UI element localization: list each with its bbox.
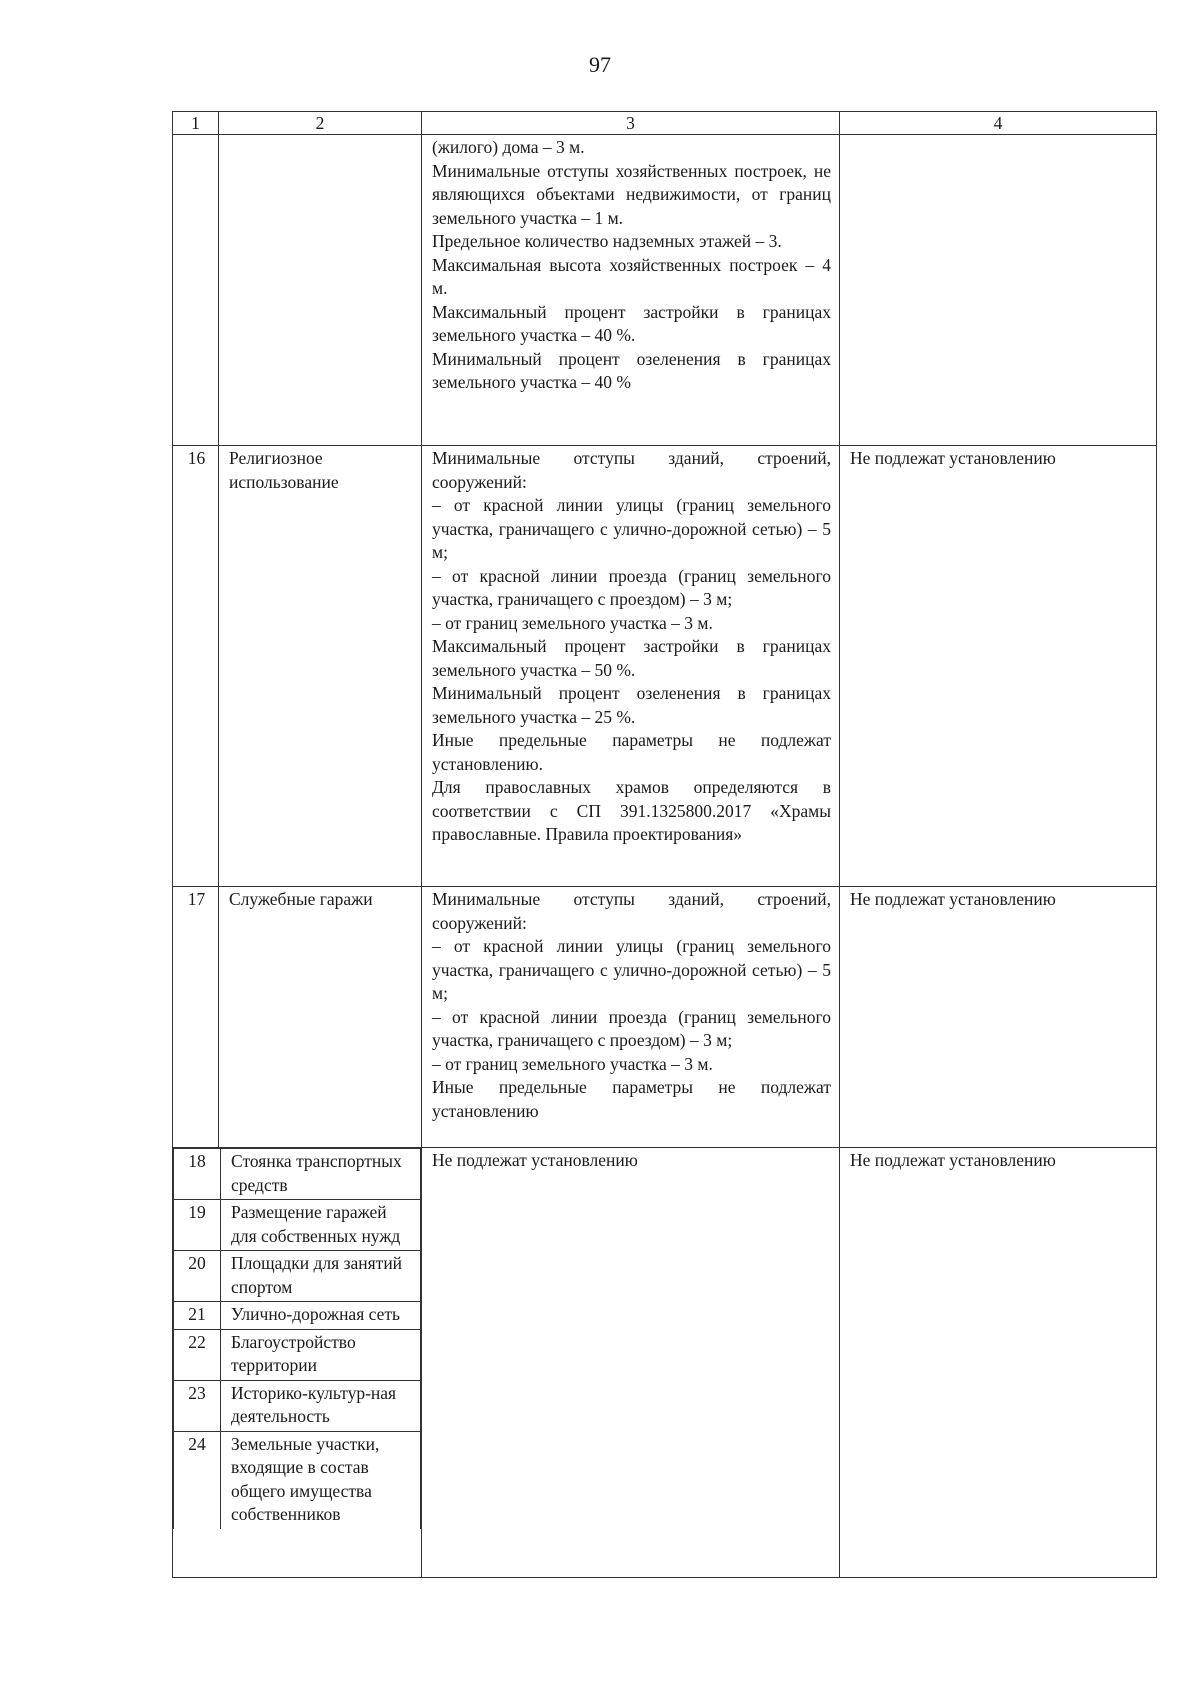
continuation-col4 xyxy=(840,135,1157,446)
row-params xyxy=(422,446,840,887)
continuation-row xyxy=(173,135,1157,446)
group-row xyxy=(173,1148,1157,1578)
row-name: Благоустройство территории xyxy=(221,1329,421,1380)
row-number: 20 xyxy=(174,1251,221,1302)
group-items-table xyxy=(173,1148,421,1529)
header-col-2: 2 xyxy=(219,112,422,135)
header-row xyxy=(173,112,1157,135)
row-col4: Не подлежат установлению xyxy=(840,887,1157,1148)
continuation-name xyxy=(219,135,422,446)
row-number: 23 xyxy=(174,1380,221,1431)
row-name: Улично-дорожная сеть xyxy=(221,1302,421,1330)
param-line: Иные предельные параметры не подлежат установлению xyxy=(432,1077,831,1121)
table-row xyxy=(173,446,1157,887)
param-line: – от красной линии улицы (границ земельного участка, граничащего с улично-дорожной сетью) – 5 м; xyxy=(432,495,831,562)
row-name: Историко-культур-ная деятельность xyxy=(221,1380,421,1431)
row-number: 21 xyxy=(174,1302,221,1330)
row-name: Религиозное использование xyxy=(219,446,422,887)
row-name: Размещение гаражей для собственных нужд xyxy=(221,1200,421,1251)
row-name: Стоянка транспортных средств xyxy=(221,1149,421,1200)
param-line: Предельное количество надземных этажей – 3. xyxy=(432,231,782,251)
row-col4: Не подлежат установлению xyxy=(840,446,1157,887)
param-line: – от красной линии проезда (границ земельного участка, граничащего с проездом) – 3 м; xyxy=(432,1006,831,1050)
param-line: Минимальный процент озеленения в границах земельного участка – 25 %. xyxy=(432,683,831,727)
header-col-1: 1 xyxy=(173,112,219,135)
page-number: 97 xyxy=(589,52,611,77)
param-line: – от красной линии проезда (границ земельного участка, граничащего с проездом) – 3 м; xyxy=(432,565,831,609)
table-row xyxy=(173,887,1157,1148)
row-number: 17 xyxy=(173,887,219,1148)
param-line: – от границ земельного участка – 3 м. xyxy=(432,612,713,633)
header-col-3: 3 xyxy=(422,112,840,135)
list-item xyxy=(174,1200,421,1251)
group-col3: Не подлежат установлению xyxy=(422,1148,840,1578)
regulations-table xyxy=(172,111,1157,1578)
header-col-4: 4 xyxy=(840,112,1157,135)
row-number: 16 xyxy=(173,446,219,887)
list-item xyxy=(174,1149,421,1200)
list-item xyxy=(174,1302,421,1330)
param-line: Максимальный процент застройки в границах земельного участка – 40 %. xyxy=(432,301,831,345)
param-line: (жилого) дома – 3 м. xyxy=(432,137,585,157)
row-number: 19 xyxy=(174,1200,221,1251)
list-item xyxy=(174,1380,421,1431)
list-item xyxy=(174,1431,421,1529)
row-name: Площадки для занятий спортом xyxy=(221,1251,421,1302)
param-line: Для православных храмов определяются в соответствии с СП 391.1325800.2017 «Храмы православные. Правила проектирования» xyxy=(432,777,831,844)
param-line: Минимальный процент озеленения в границах земельного участка – 40 % xyxy=(432,348,831,392)
param-line: Минимальные отступы зданий, строений, сооружений: xyxy=(432,448,831,492)
group-col4: Не подлежат установлению xyxy=(840,1148,1157,1578)
list-item xyxy=(174,1251,421,1302)
param-line: – от красной линии улицы (границ земельного участка, граничащего с улично-дорожной сетью) – 5 м; xyxy=(432,936,831,1003)
group-items xyxy=(173,1148,422,1578)
row-number: 22 xyxy=(174,1329,221,1380)
param-line: – от границ земельного участка – 3 м. xyxy=(432,1053,713,1074)
param-line: Максимальная высота хозяйственных построек – 4 м. xyxy=(432,254,831,298)
param-line: Минимальные отступы хозяйственных построек, не являющихся объектами недвижимости, от границ земельного участка – 1 м. xyxy=(432,160,831,228)
row-number: 18 xyxy=(174,1149,221,1200)
continuation-num xyxy=(173,135,219,446)
continuation-params xyxy=(422,135,840,446)
param-line: Максимальный процент застройки в границах земельного участка – 50 %. xyxy=(432,636,831,680)
row-number: 24 xyxy=(174,1431,221,1529)
row-params xyxy=(422,887,840,1148)
row-name: Служебные гаражи xyxy=(219,887,422,1148)
param-line: Минимальные отступы зданий, строений, сооружений: xyxy=(432,889,831,933)
list-item xyxy=(174,1329,421,1380)
param-line: Иные предельные параметры не подлежат установлению. xyxy=(432,730,831,774)
row-name: Земельные участки, входящие в состав общего имущества собственников xyxy=(221,1431,421,1529)
